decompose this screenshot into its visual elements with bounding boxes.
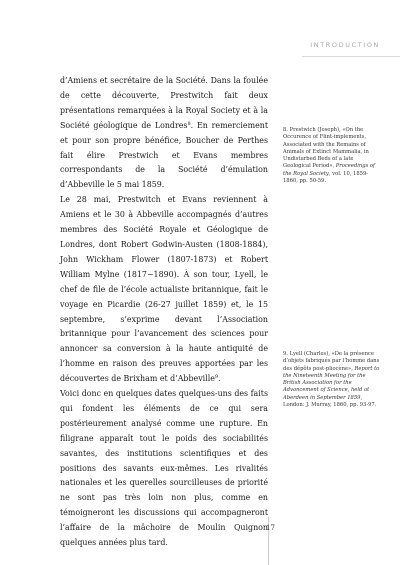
running-header: INTRODUCTION [310,41,380,49]
footnote-reference[interactable]: 9 [214,374,219,381]
footnote-8 [283,127,380,185]
text-run: . En remerciement et pour son propre bénéfice, Boucher de Perthes fait élire Prestwich et Evans membres correspondants de la Société d’émulation d’Abbeville le 5 mai 1859. [60,120,269,190]
italic-title: Proceedings of the Royal Society [283,163,375,177]
header-rule [302,56,400,57]
main-text [60,74,268,551]
page-number: 17 [266,524,275,532]
text-run: Voici donc en quelques dates quelques-uns des faits qui fondent les éléments de ce qui sera postérieurement analysé comme une rupture. En filigrane apparaît tout le poids des sociabilités savantes, des institutions scientifiques et des positions des savants eux-mêmes. Les rivalités nationales et les querelles sourcilleuses de priorité ne sont pas très loin non plus, comme en témoigneront les discussions qui accompagneront l’affaire de la mâchoire de Moulin Quignon quelques années plus tard. [60,389,268,548]
text-run: 9. Lyell (Charles), «De la présence d’objets fabriqués par l’homme dans des dépôts post-pliocène», [283,351,380,372]
italic-title: Report to the Nineteenth Meeting for the British Association for the Advancement of Science, held at Aberdeen in September 1859 [283,365,380,401]
body-paragraph [60,387,268,551]
text-run: . [218,374,221,384]
text-run: d’Amiens et secrétaire de la Société. Dans la foulée de cette découverte, Prestwitch fait deux présentations remarquées à la Royal Society et à la Société géologique de Londres [60,76,268,130]
body-paragraph [60,74,268,193]
footnote-9 [283,351,380,409]
body-paragraph [60,193,268,387]
text-run: Le 28 mai, Prestwitch et Evans reviennent à Amiens et le 30 à Abbeville accompagnés d’autres membres des Société Royale et Géologique de Londres, dont Robert Godwin-Austen (1808-1884), John Wickham Flower (1807-1873) et Robert William Mylne (1817−1890). À son tour, Lyell, le chef de file de l’école actualiste britannique, fait le voyage en Picardie (26-27 juillet 1859) et, le 15 septembre, s’exprime devant l’Association britannique pour l’avancement des sciences pour annoncer sa conversion à la haute antiquité de l’homme en raison des preuves apportées par les découvertes de Brixham et d’Abbeville [60,195,268,384]
footnote-reference[interactable]: 8 [187,120,191,127]
text-run: , London: J. Murray, 1860, pp. 93-97. [283,394,377,409]
text-run: 8. Prestwich (Joseph), «On the Occurence of Flint-implements, Associated with the Remains of Animals of Extinct Mammalia, in Undisturbed Beds of a late Geological Period», [283,127,369,170]
text-run: , vol. 10, 1859-1860, pp. 50-59. [283,170,369,185]
